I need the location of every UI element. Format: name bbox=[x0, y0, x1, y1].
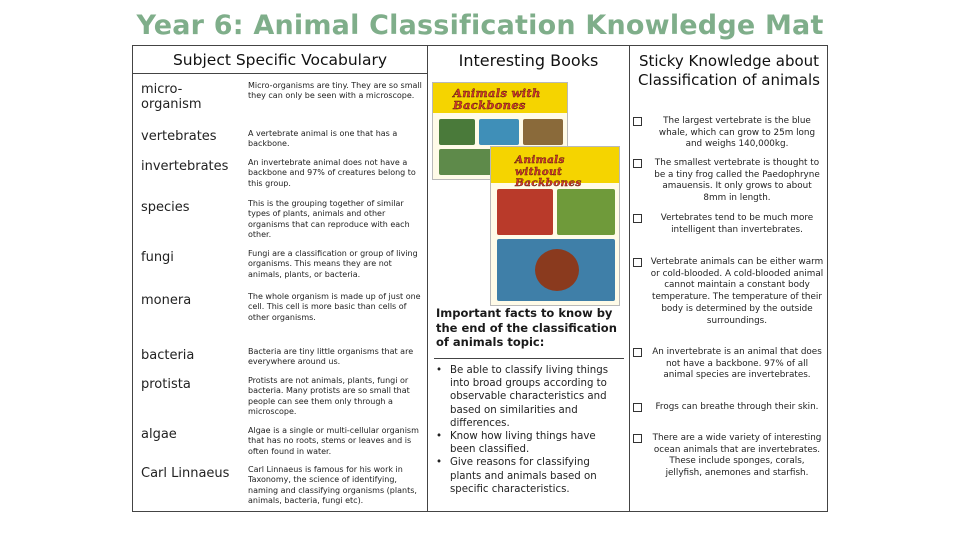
important-facts-title: Important facts to know by the end of the classification of animals topic: bbox=[436, 306, 617, 349]
book-cover-without-backbones bbox=[490, 146, 620, 306]
vocab-definition: This is the grouping together of similar types of plants, animals and other organisms that can reproduce with each other. bbox=[248, 199, 410, 239]
vocab-term: Carl Linnaeus bbox=[141, 466, 230, 481]
vocab-term: micro-organism bbox=[141, 82, 202, 112]
books-panel bbox=[428, 45, 630, 512]
sticky-knowledge-panel bbox=[630, 45, 828, 512]
fact-item: • Give reasons for classifying plants and animals based on specific characteristics. bbox=[434, 456, 624, 496]
vocab-term: algae bbox=[141, 427, 177, 442]
vocab-term: bacteria bbox=[141, 348, 195, 363]
vocab-definition: Fungi are a classification or group of living organisms. This means they are not animals, plants, or bacteria. bbox=[248, 249, 418, 279]
sticky-text: The smallest vertebrate is thought to be a tiny frog called the Paedophryne amauensis. It only grows to about 8mm in length. bbox=[654, 158, 820, 204]
vocabulary-panel bbox=[132, 45, 428, 512]
checkbox-icon bbox=[633, 348, 642, 357]
divider bbox=[434, 358, 624, 359]
vocab-definition: Bacteria are tiny little organisms that are everywhere around us. bbox=[248, 347, 414, 367]
vocabulary-heading: Subject Specific Vocabulary bbox=[133, 46, 427, 74]
vocab-term: invertebrates bbox=[141, 159, 229, 174]
starfish-icon bbox=[535, 249, 579, 291]
sticky-text: Frogs can breathe through their skin. bbox=[655, 402, 819, 412]
fact-item: • Be able to classify living things into broad groups according to observable characteristics and based on similarities and differences. bbox=[434, 364, 624, 430]
snake-image bbox=[439, 119, 475, 145]
fact-item: • Know how living things have been classified. bbox=[434, 430, 624, 456]
checkbox-icon bbox=[633, 434, 642, 443]
insect-image bbox=[557, 189, 615, 235]
vocab-term: vertebrates bbox=[141, 129, 217, 144]
vocab-definition: An invertebrate animal does not have a backbone and 97% of creatures belong to this group. bbox=[248, 158, 416, 188]
important-facts-list bbox=[434, 364, 624, 496]
vocab-definition: Algae is a single or multi-cellular organism that has no roots, stems or leaves and is often found in water. bbox=[248, 426, 419, 456]
books-heading: Interesting Books bbox=[458, 51, 599, 70]
book-logo: Animals with Backbones bbox=[453, 86, 541, 112]
sticky-text: The largest vertebrate is the blue whale, which can grow to 25m long and weighs 140,000kg. bbox=[658, 116, 816, 150]
bird-image bbox=[523, 119, 563, 145]
sticky-text: Vertebrates tend to be much more intelligent than invertebrates. bbox=[660, 213, 814, 235]
page-title: Year 6: Animal Classification Knowledge Mat bbox=[136, 10, 824, 41]
sticky-text: There are a wide variety of interesting ocean animals that are invertebrates. These include sponges, corals, jellyfish, anemones and starfish. bbox=[652, 433, 822, 479]
vocab-definition: The whole organism is made up of just one cell. This cell is more basic than cells of other organisms. bbox=[248, 292, 421, 322]
sticky-text: Vertebrate animals can be either warm or cold-blooded. A cold-blooded animal cannot maintain a constant body temperature. The temperature of their body is determined by the outside surroundings. bbox=[650, 257, 824, 326]
checkbox-icon bbox=[633, 159, 642, 168]
book-logo: Animals without Backbones bbox=[515, 154, 582, 189]
sticky-heading: Sticky Knowledge about Classification of animals bbox=[638, 52, 820, 89]
checkbox-icon bbox=[633, 258, 642, 267]
vocab-term: protista bbox=[141, 377, 191, 392]
vocab-term: fungi bbox=[141, 250, 174, 265]
checkbox-icon bbox=[633, 117, 642, 126]
checkbox-icon bbox=[633, 214, 642, 223]
vocab-term: species bbox=[141, 200, 190, 215]
vocab-definition: Protists are not animals, plants, fungi or bacteria. Many protists are so small that people can see them only through a microscope. bbox=[248, 376, 410, 416]
checkbox-icon bbox=[633, 403, 642, 412]
sticky-text: An invertebrate is an animal that does not have a backbone. 97% of all animal species are invertebrates. bbox=[652, 347, 822, 381]
crab-image bbox=[497, 189, 553, 235]
vocab-term: monera bbox=[141, 293, 192, 308]
vocab-definition: A vertebrate animal is one that has a backbone. bbox=[248, 129, 398, 149]
vocab-definition: Carl Linnaeus is famous for his work in Taxonomy, the science of identifying, naming and classifying organisms (plants, animals, bacteria, fungi etc). bbox=[248, 465, 417, 505]
fish-image bbox=[479, 119, 519, 145]
vocab-definition: Micro-organisms are tiny. They are so small they can only be seen with a microscope. bbox=[248, 81, 422, 101]
